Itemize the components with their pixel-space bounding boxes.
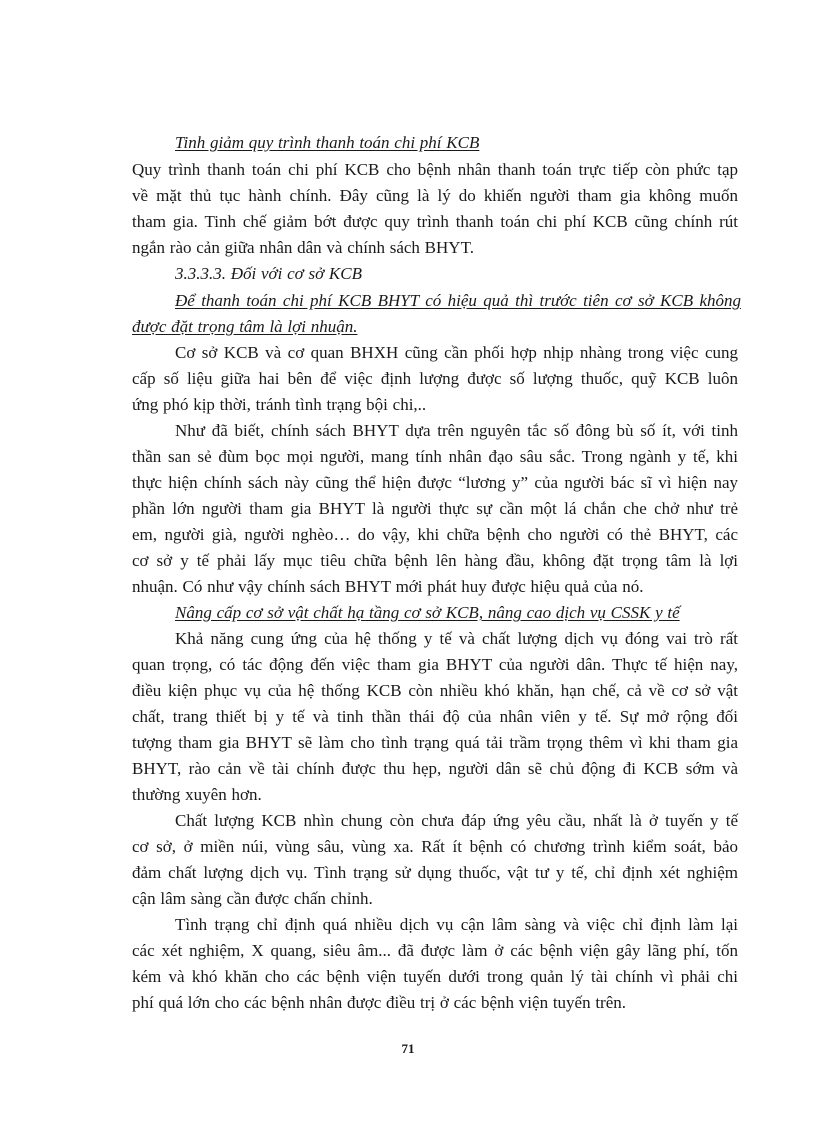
paragraph-line: các xét nghiệm, X quang, siêu âm... đã được làm ở các bệnh viện gây lãng phí, tốn [132,941,738,960]
subheading-line: Để thanh toán chi phí KCB BHYT có hiệu quả thì trước tiên cơ sở KCB không [175,291,741,310]
paragraph-line: thường xuyên hơn. [132,785,262,804]
paragraph-line: kém và khó khăn cho các bệnh viện tuyến dưới trong quản lý tài chính vì phải chi [132,967,738,986]
page-number: 71 [401,1041,415,1056]
paragraph-line: BHYT, rào cản về tài chính được thu hẹp, người dân sẽ chủ động đi KCB sớm và [132,759,738,778]
paragraph-line: nhuận. Có như vậy chính sách BHYT mới phát huy được hiệu quả của nó. [132,577,644,596]
paragraph-line: đảm chất lượng dịch vụ. Tình trạng sử dụng thuốc, vật tư y tế, chỉ định xét nghiệm [132,863,738,882]
heading-upgrade-facilities: Nâng cấp cơ sở vật chất hạ tầng cơ sở KCB, nâng cao dịch vụ CSSK y tế [175,603,680,622]
paragraph-line: tham gia. Tinh chế giảm bớt được quy trình thanh toán chi phí KCB cũng chính rút [132,212,738,231]
paragraph-line: phí quá lớn cho các bệnh nhân được điều trị ở các bệnh viện tuyến trên. [132,993,627,1012]
paragraph-line: thực hiện chính sách này cũng thể hiện được “lương y” của người bác sĩ vì hiện nay [132,473,738,492]
heading-simplify-payment: Tinh giảm quy trình thanh toán chi phí KCB [175,133,480,152]
paragraph-line: Chất lượng KCB nhìn chung còn chưa đáp ứng yêu cầu, nhất là ở tuyến y tế [175,811,738,830]
paragraph-line: phần lớn người tham gia BHYT là người thực sự cần một lá chắn che chở như trẻ [132,499,738,518]
paragraph-line: Tình trạng chỉ định quá nhiều dịch vụ cận lâm sàng và việc chỉ định làm lại [175,915,738,934]
paragraph-line: tượng tham gia BHYT sẽ làm cho tình trạng quá tải trầm trọng thêm vì khi tham gia [132,733,738,752]
paragraph-line: ngắn rào cản giữa nhân dân và chính sách BHYT. [132,238,474,257]
section-heading-3-3-3-3: 3.3.3.3. Đối với cơ sở KCB [175,264,362,283]
paragraph-line: Như đã biết, chính sách BHYT dựa trên nguyên tắc số đông bù số ít, với tinh [175,421,738,440]
paragraph-line: về mặt thủ tục hành chính. Đây cũng là lý do khiến người tham gia không muốn [132,186,738,205]
paragraph-line: cơ sở, ở miền núi, vùng sâu, vùng xa. Rất ít bệnh có chương trình kiểm soát, bảo [132,837,738,856]
paragraph-line: em, người già, người nghèo… do vậy, khi chữa bệnh cho người có thẻ BHYT, các [132,525,738,544]
paragraph-line: thần san sẻ đùm bọc mọi người, mang tính nhân đạo sâu sắc. Trong ngành y tế, khi [132,447,738,466]
paragraph-line: Quy trình thanh toán chi phí KCB cho bệnh nhân thanh toán trực tiếp còn phức tạp [132,160,738,179]
paragraph-line: cận lâm sàng cần được chấn chỉnh. [132,889,373,908]
paragraph-line: ứng phó kịp thời, tránh tình trạng bội chi,.. [132,395,427,414]
paragraph-line: cấp số liệu giữa hai bên để việc định lượng được số lượng thuốc, quỹ KCB luôn [132,369,738,388]
paragraph-line: điều kiện phục vụ của hệ thống KCB còn nhiều khó khăn, hạn chế, cả về cơ sở vật [132,681,738,700]
paragraph-line: Cơ sở KCB và cơ quan BHXH cũng cần phối hợp nhịp nhàng trong việc cung [175,343,738,362]
paragraph-line: quan trọng, có tác động đến việc tham gia BHYT của người dân. Thực tế hiện nay, [132,655,738,674]
subheading-line: được đặt trọng tâm là lợi nhuận. [132,317,358,336]
paragraph-line: Khả năng cung ứng của hệ thống y tế và chất lượng dịch vụ đóng vai trò rất [175,629,738,648]
paragraph-line: cơ sở y tế phải lấy mục tiêu chữa bệnh lên hàng đầu, không đặt trọng tâm là lợi [132,551,738,570]
paragraph-line: chất, trang thiết bị y tế và tinh thần thái độ của nhân viên y tế. Sự mở rộng đối [132,707,738,726]
